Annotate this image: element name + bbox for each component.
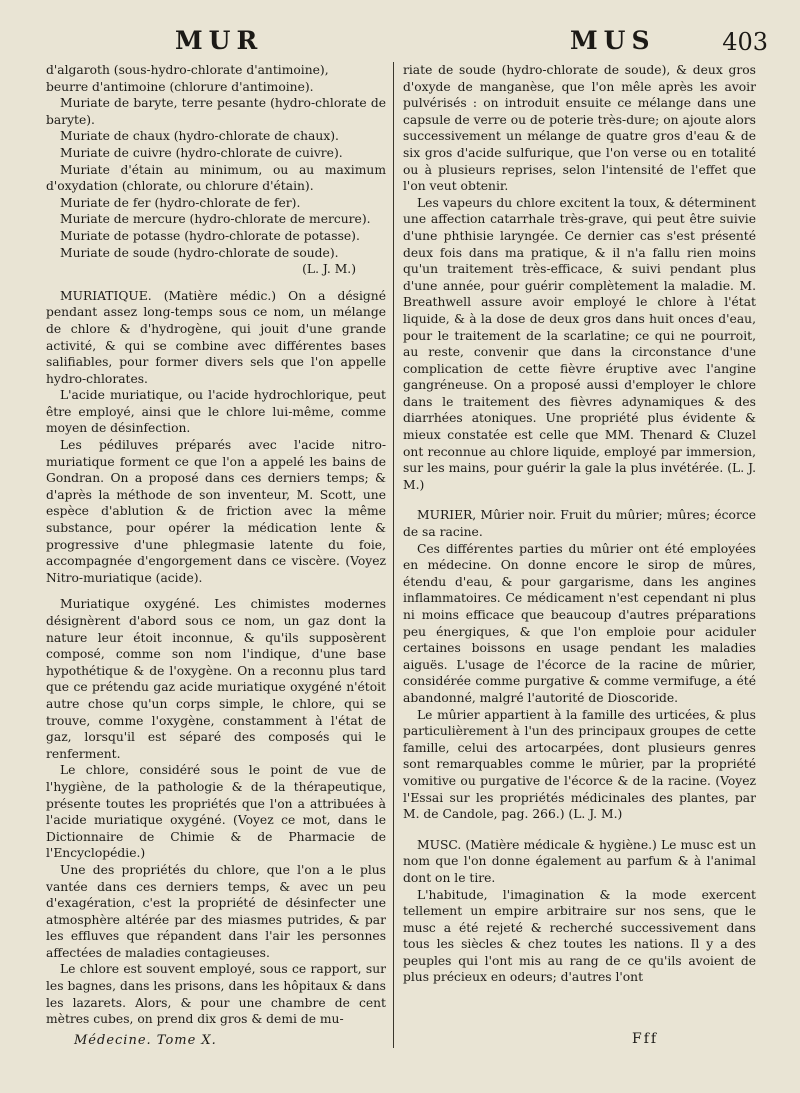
paragraph: L'acide muriatique, ou l'acide hydrochlorique, peut être employé, ainsi que le chlore lui-même, comme moyen de désinfection. bbox=[46, 388, 386, 436]
paragraph: Muriate de soude (hydro-chlorate de soude). bbox=[60, 245, 339, 260]
paragraph: Ces différentes parties du mûrier ont été employées en médecine. On donne encore le sirop de mûres, étendu d'eau, & pour gargarisme, dans les angines inflammatoires. Ce médicament n'est cependant ni plus ni moins efficace que beaucoup d'autres préparations peu énergiques, & que l'on emploie pour aciduler certaines boissons en usage pendant les maladies aiguës. L'usage de l'écorce de la racine de mûrier, considérée comme purgative & comme vermifuge, a été abandonné, malgré l'autorité de Dioscoride. bbox=[403, 541, 756, 705]
paragraph: Les vapeurs du chlore excitent la toux, & déterminent une affection catarrhale très-grave, qui peut être suivie d'une phthisie laryngée. Ce dernier cas s'est présenté deux fois dans ma pratique, & il n'a fallu rien moins qu'un traitement très-efficace, & suivi pendant plus d'une année, pour guérir complètement la maladie. M. Breathwell assure avoir employé le chlore à l'état liquide, & à la dose de deux gros dans huit onces d'eau, pour le traitement de la scarlatine; ce qui ne pourroit, au reste, convenir que dans la circonstance d'une complication de cette fièvre éruptive avec l'angine gangréneuse. On a proposé aussi d'employer le chlore dans le traitement des fièvres adynamiques & des diarrhées atoniques. Une propriété plus évidente & mieux constatée est celle que MM. Thenard & Cluzel ont reconnue au chlore liquide, employé par immersion, sur les mains, pour guérir la gale la plus invétérée. (L. J. M.) bbox=[403, 195, 756, 492]
paragraph: Les pédiluves préparés avec l'acide nitro-muriatique forment ce que l'on a appelé les bains de Gondran. On a proposé dans ces derniers temps; & d'après la méthode de son inventeur, M. Scott, une espèce d'ablution & de friction avec la même substance, pour opérer la médication lente & progressive d'une phlegmasie latente du foie, accompagnée d'engorgement dans ce viscère. (Voyez Nitro-muriatique (acide). bbox=[46, 438, 386, 585]
paragraph: Muriate de chaux (hydro-chlorate de chaux). bbox=[60, 129, 339, 144]
running-header bbox=[40, 26, 772, 62]
entry-muriatique-oxygene: Muriatique oxygéné. Les chimistes modernes désignèrent d'abord sous ce nom, un gaz dont la nature leur étoit inconnue, & qu'ils supposèrent composé, comme son nom l'indique, d'une base hypothétique & de l'oxygène. On a reconnu plus tard que ce prétendu gaz acide muriatique oxygéné n'étoit autre chose qu'un corps simple, le chlore, qui se trouve, comme l'oxygène, constamment à l'état de gaz, lorsqu'il est séparé des composés qui le renferment. bbox=[46, 597, 386, 761]
paragraph: Muriate d'étain au minimum, ou au maximum d'oxydation (chlorate, ou chlorure d'étain). bbox=[46, 162, 386, 194]
header-right-title: MUS bbox=[570, 26, 656, 55]
paragraph: Une des propriétés du chlore, que l'on a le plus vantée dans ces derniers temps, & avec un peu d'exagération, c'est la propriété de désinfecter une atmosphère altérée par des miasmes putrides, & par les effluves que répandent dans l'air les personnes affectées de maladies contagieuses. bbox=[46, 862, 386, 960]
author-signature: (L. J. M.) bbox=[302, 262, 356, 277]
entry-musc: MUSC. (Matière médicale & hygiène.) Le musc est un nom que l'on donne également au parfum & à l'animal dont on le tire. bbox=[403, 837, 756, 885]
volume-signature: Médecine. Tome X. bbox=[74, 1033, 217, 1048]
paragraph: d'algaroth (sous-hydro-chlorate d'antimoine), bbox=[46, 63, 329, 77]
entry-muriatique: MURIATIQUE. (Matière médic.) On a désigné pendant assez long-temps sous ce nom, un mélange de chlore & d'hydrogène, qui jouit d'une grande activité, & qui se combine avec différentes bases salifiables, pour former divers sels que l'on appelle hydro-chlorates. bbox=[46, 288, 386, 386]
gathering-mark: Fff bbox=[632, 1031, 659, 1047]
right-column bbox=[403, 62, 756, 986]
paragraph: Muriate de mercure (hydro-chlorate de mercure). bbox=[60, 212, 371, 227]
paragraph: Muriate de cuivre (hydro-chlorate de cuivre). bbox=[60, 145, 343, 160]
paragraph: Muriate de fer (hydro-chlorate de fer). bbox=[60, 195, 301, 210]
paragraph: riate de soude (hydro-chlorate de soude), & deux gros d'oxyde de manganèse, que l'on mêle après les avoir pulvérisés : on introduit ensuite ce mélange dans une capsule de verre ou de poterie très-dure; on ajoute alors successivement un mélange de quatre gros d'eau & de six gros d'acide sulfurique, que l'on verse ou en totalité ou à plusieurs reprises, selon l'intensité de l'effet que l'on veut obtenir. bbox=[403, 63, 756, 194]
left-column bbox=[46, 62, 386, 1028]
paragraph: Le chlore est souvent employé, sous ce rapport, sur les bagnes, dans les prisons, dans les hôpitaux & dans les lazarets. Alors, & pour une chambre de cent mètres cubes, on prend dix gros & demi de mu- bbox=[46, 962, 386, 1027]
paragraph: Muriate de potasse (hydro-chlorate de potasse). bbox=[60, 228, 360, 243]
paragraph: Le chlore, considéré sous le point de vue de l'hygiène, de la pathologie & de la thérapeutique, présente toutes les propriétés que l'on a attribuées à l'acide muriatique oxygéné. (Voyez ce mot, dans le Dictionnaire de Chimie & de Pharmacie de l'Encyclopédie.) bbox=[46, 763, 386, 861]
paragraph: Muriate de baryte, terre pesante (hydro-chlorate de baryte). bbox=[46, 96, 386, 127]
paragraph: L'habitude, l'imagination & la mode exercent tellement un empire arbitraire sur nos sens, que le musc a été rejeté & recherché successivement dans tous les siècles & chez toutes les nations. Il y a des peuples qui l'ont mis au rang de ce qu'ils avoient de plus précieux en odeurs; d'autres l'ont bbox=[403, 887, 756, 985]
header-left-title: MUR bbox=[175, 26, 264, 55]
page-number: 403 bbox=[722, 28, 768, 56]
column-divider bbox=[393, 62, 394, 1048]
paragraph: beurre d'antimoine (chlorure d'antimoine). bbox=[46, 79, 314, 94]
paragraph: Le mûrier appartient à la famille des urticées, & plus particulièrement à l'un des principaux groupes de cette famille, celui des artocarpées, dont plusieurs genres sont remarquables comme le mûrier, par la propriété vomitive ou purgative de l'écorce & de la racine. (Voyez l'Essai sur les propriétés médicinales des plantes, par M. de Candole, pag. 266.) (L. J. M.) bbox=[403, 707, 756, 822]
entry-murier: MURIER, Mûrier noir. Fruit du mûrier; mûres; écorce de sa racine. bbox=[403, 508, 756, 540]
